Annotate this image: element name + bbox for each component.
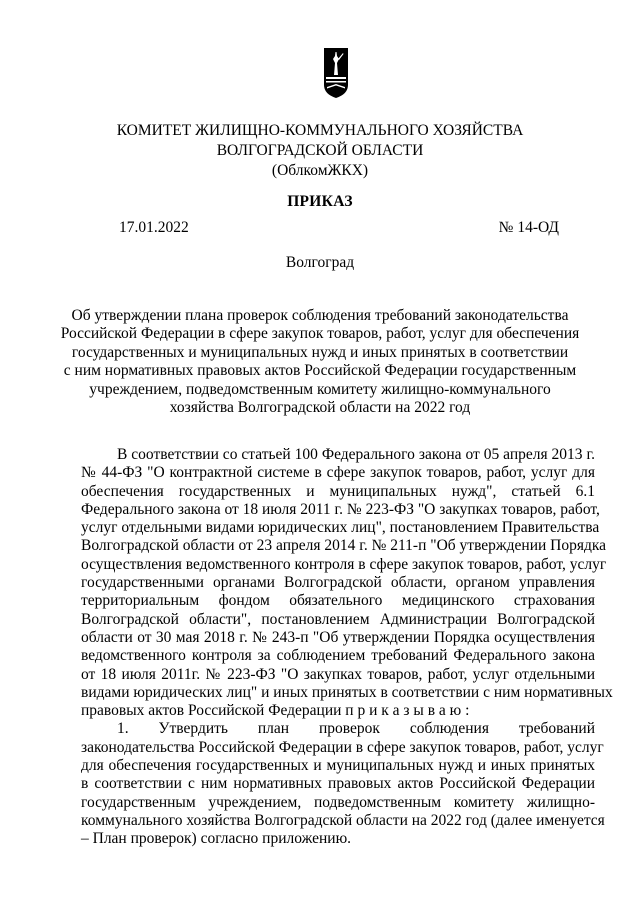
subject-line: с ним нормативных правовых актов Российской Федерации государственным bbox=[63, 362, 577, 380]
body-line: территориальным фондом обязательного медицинского страхования bbox=[81, 592, 595, 610]
body-line: Федерального закона от 18 июля 2011 г. № 223-ФЗ "О закупках товаров, работ, bbox=[81, 500, 600, 518]
subject-line: Российской Федерации в сфере закупок товаров, работ, услуг для обеспечения bbox=[60, 325, 580, 343]
org-line-2: ВОЛГОГРАДСКОЙ ОБЛАСТИ bbox=[216, 142, 424, 159]
subject-line: Об утверждении плана проверок соблюдения требований законодательства bbox=[71, 307, 569, 324]
subject-line: государственных и муниципальных нужд и иных принятых в соответствии bbox=[71, 343, 569, 361]
organization-name bbox=[0, 121, 640, 181]
body-line: правовых актов Российской Федерации п р и к а з ы в а ю : bbox=[81, 702, 470, 720]
body-line: коммунального хозяйства Волгоградской области на 2022 год (далее именуется bbox=[81, 811, 605, 829]
body-line: услуг отдельными видами юридических лиц", постановлением Правительства bbox=[81, 519, 600, 537]
body-line: для обеспечения государственных и муниципальных нужд и иных принятых bbox=[81, 757, 595, 775]
body-line: государственным учреждением, подведомственным комитету жилищно- bbox=[81, 793, 595, 811]
body-line: – План проверок) согласно приложению. bbox=[81, 830, 352, 848]
body-line: законодательства Российской Федерации в сфере закупок товаров, работ, услуг bbox=[81, 738, 604, 756]
body-line: видами юридических лиц" и иных принятых в соответствии с ним нормативных bbox=[81, 683, 613, 701]
body-line: 1. Утвердить план проверок соблюдения требований bbox=[117, 720, 595, 738]
body-line: осуществления ведомственного контроля в сфере закупок товаров, работ, услуг bbox=[81, 555, 607, 573]
document-body bbox=[81, 446, 613, 849]
body-line: ведомственного контроля за соблюдением требований Федерального закона bbox=[81, 647, 595, 665]
org-line-1: КОМИТЕТ ЖИЛИЩНО-КОММУНАЛЬНОГО ХОЗЯЙСТВА bbox=[116, 122, 524, 139]
document-city: Волгоград bbox=[285, 254, 355, 271]
body-line: государственными органами Волгоградской области, органом управления bbox=[81, 574, 595, 592]
body-line: области от 30 мая 2018 г. № 243-п "Об утверждении Порядка осуществления bbox=[81, 628, 595, 646]
document-number: № 14-ОД bbox=[498, 219, 559, 236]
body-line: В соответствии со статьей 100 Федерального закона от 05 апреля 2013 г. bbox=[117, 446, 595, 463]
org-line-3: (ОблкомЖКХ) bbox=[271, 162, 369, 179]
document-type: ПРИКАЗ bbox=[287, 193, 353, 210]
body-line: обеспечения государственных и муниципальных нужд", статьей 6.1 bbox=[81, 482, 595, 500]
body-line: в соответствии с ним нормативных правовых актов Российской Федерации bbox=[81, 775, 595, 793]
volgograd-emblem-icon bbox=[323, 47, 349, 99]
subject-line: учреждением, подведомственным комитету жилищно-коммунального bbox=[89, 380, 551, 398]
body-line: Волгоградской области от 23 апреля 2014 г. № 211-п "Об утверждении Порядка bbox=[81, 537, 607, 555]
document-subject bbox=[0, 307, 640, 417]
document-date: 17.01.2022 bbox=[119, 219, 189, 236]
body-line: № 44-ФЗ "О контрактной системе в сфере закупок товаров, работ, услуг для bbox=[81, 464, 595, 482]
body-line: Волгоградской области", постановлением Администрации Волгоградской bbox=[81, 610, 595, 628]
body-line: от 18 июля 2011г. № 223-ФЗ "О закупках товаров, работ, услуг отдельными bbox=[81, 665, 595, 683]
subject-line: хозяйства Волгоградской области на 2022 год bbox=[169, 399, 471, 417]
